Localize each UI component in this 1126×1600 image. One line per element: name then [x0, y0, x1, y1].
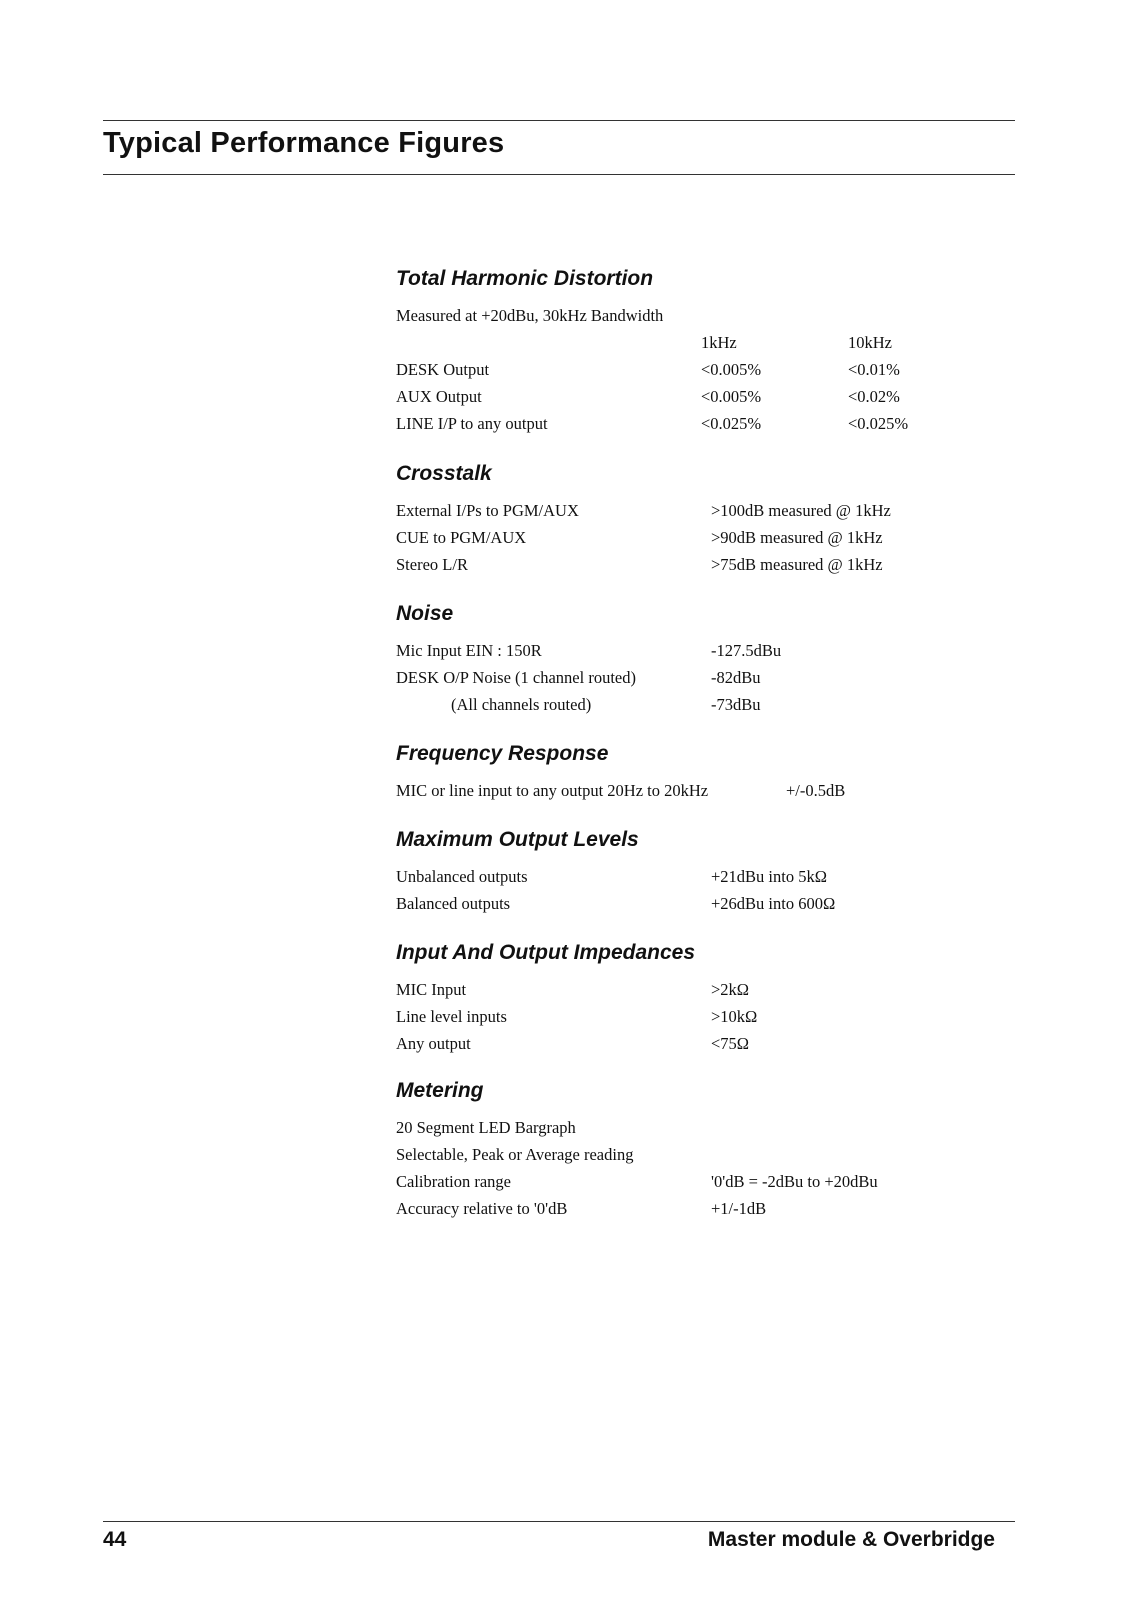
row-value-1khz: <0.025% [701, 414, 762, 433]
table-row [396, 551, 1016, 578]
row-value: -127.5dBu [711, 641, 782, 660]
row-label: Selectable, Peak or Average reading [396, 1145, 634, 1164]
row-label: Line level inputs [396, 1007, 507, 1026]
noise-heading: Noise [396, 602, 454, 625]
row-label: 20 Segment LED Bargraph [396, 1118, 576, 1137]
row-value: >2kΩ [711, 980, 750, 999]
row-value: '0'dB = -2dBu to +20dBu [711, 1172, 878, 1191]
row-label: Mic Input EIN : 150R [396, 641, 542, 660]
row-value-10khz: <0.02% [848, 387, 900, 406]
row-label: DESK O/P Noise (1 channel routed) [396, 668, 636, 687]
table-row [396, 524, 1016, 551]
row-value: +1/-1dB [711, 1199, 767, 1218]
table-row [396, 1003, 1016, 1030]
row-value: >100dB measured @ 1kHz [711, 501, 891, 520]
row-label: MIC or line input to any output 20Hz to 20kHz [396, 781, 709, 800]
row-value-10khz: <0.025% [848, 414, 909, 433]
thd-column-headers [396, 329, 1016, 356]
table-row [396, 1195, 1016, 1222]
table-row [396, 777, 1016, 804]
frequency-section [396, 739, 1016, 804]
row-value-1khz: <0.005% [701, 387, 762, 406]
thd-note-row [396, 302, 1016, 329]
crosstalk-section [396, 459, 1016, 578]
row-label: External I/Ps to PGM/AUX [396, 501, 579, 520]
table-row [396, 976, 1016, 1003]
max-output-section [396, 825, 1016, 917]
row-value: +26dBu into 600Ω [711, 894, 836, 913]
row-label: Any output [396, 1034, 471, 1053]
row-label: (All channels routed) [451, 695, 592, 714]
metering-heading: Metering [396, 1079, 484, 1102]
metering-section [396, 1076, 1016, 1222]
row-value: >75dB measured @ 1kHz [711, 555, 883, 574]
top-rule [103, 120, 1015, 121]
impedances-section [396, 938, 1016, 1057]
table-row [396, 383, 1016, 410]
table-row [396, 863, 1016, 890]
table-row [396, 691, 1016, 718]
title-rule [103, 174, 1015, 175]
table-row [396, 1168, 1016, 1195]
footer-rule [103, 1521, 1015, 1522]
row-label: AUX Output [396, 387, 482, 406]
table-row [396, 410, 1016, 437]
max-output-heading: Maximum Output Levels [396, 828, 639, 851]
thd-section [396, 264, 1016, 437]
impedances-heading: Input And Output Impedances [396, 941, 696, 964]
table-row [396, 1030, 1016, 1057]
thd-note: Measured at +20dBu, 30kHz Bandwidth [396, 306, 664, 325]
row-value-10khz: <0.01% [848, 360, 900, 379]
row-label: Calibration range [396, 1172, 512, 1191]
row-value: +/-0.5dB [786, 781, 846, 800]
row-label: Stereo L/R [396, 555, 468, 574]
row-label: LINE I/P to any output [396, 414, 548, 433]
table-row [396, 356, 1016, 383]
noise-section [396, 599, 1016, 718]
row-value: <75Ω [711, 1034, 750, 1053]
row-label: Unbalanced outputs [396, 867, 528, 886]
table-row [396, 637, 1016, 664]
page-number: 44 [103, 1528, 127, 1551]
row-value: >90dB measured @ 1kHz [711, 528, 883, 547]
row-value: -73dBu [711, 695, 761, 714]
table-row [396, 1141, 1016, 1168]
table-row [396, 890, 1016, 917]
row-label: DESK Output [396, 360, 490, 379]
thd-heading: Total Harmonic Distortion [396, 267, 654, 290]
row-value: +21dBu into 5kΩ [711, 867, 827, 886]
row-label: MIC Input [396, 980, 467, 999]
row-label: Balanced outputs [396, 894, 511, 913]
row-label: Accuracy relative to '0'dB [396, 1199, 568, 1218]
row-value: -82dBu [711, 668, 761, 687]
row-value-1khz: <0.005% [701, 360, 762, 379]
footer-title: Master module & Overbridge [707, 1528, 995, 1551]
row-label: CUE to PGM/AUX [396, 528, 527, 547]
crosstalk-heading: Crosstalk [396, 462, 492, 485]
table-row [396, 497, 1016, 524]
row-value: >10kΩ [711, 1007, 758, 1026]
table-row [396, 1114, 1016, 1141]
frequency-heading: Frequency Response [396, 742, 609, 765]
thd-col1-header: 1kHz [701, 333, 737, 352]
table-row [396, 664, 1016, 691]
thd-col2-header: 10kHz [848, 333, 892, 352]
page-title: Typical Performance Figures [103, 127, 505, 159]
